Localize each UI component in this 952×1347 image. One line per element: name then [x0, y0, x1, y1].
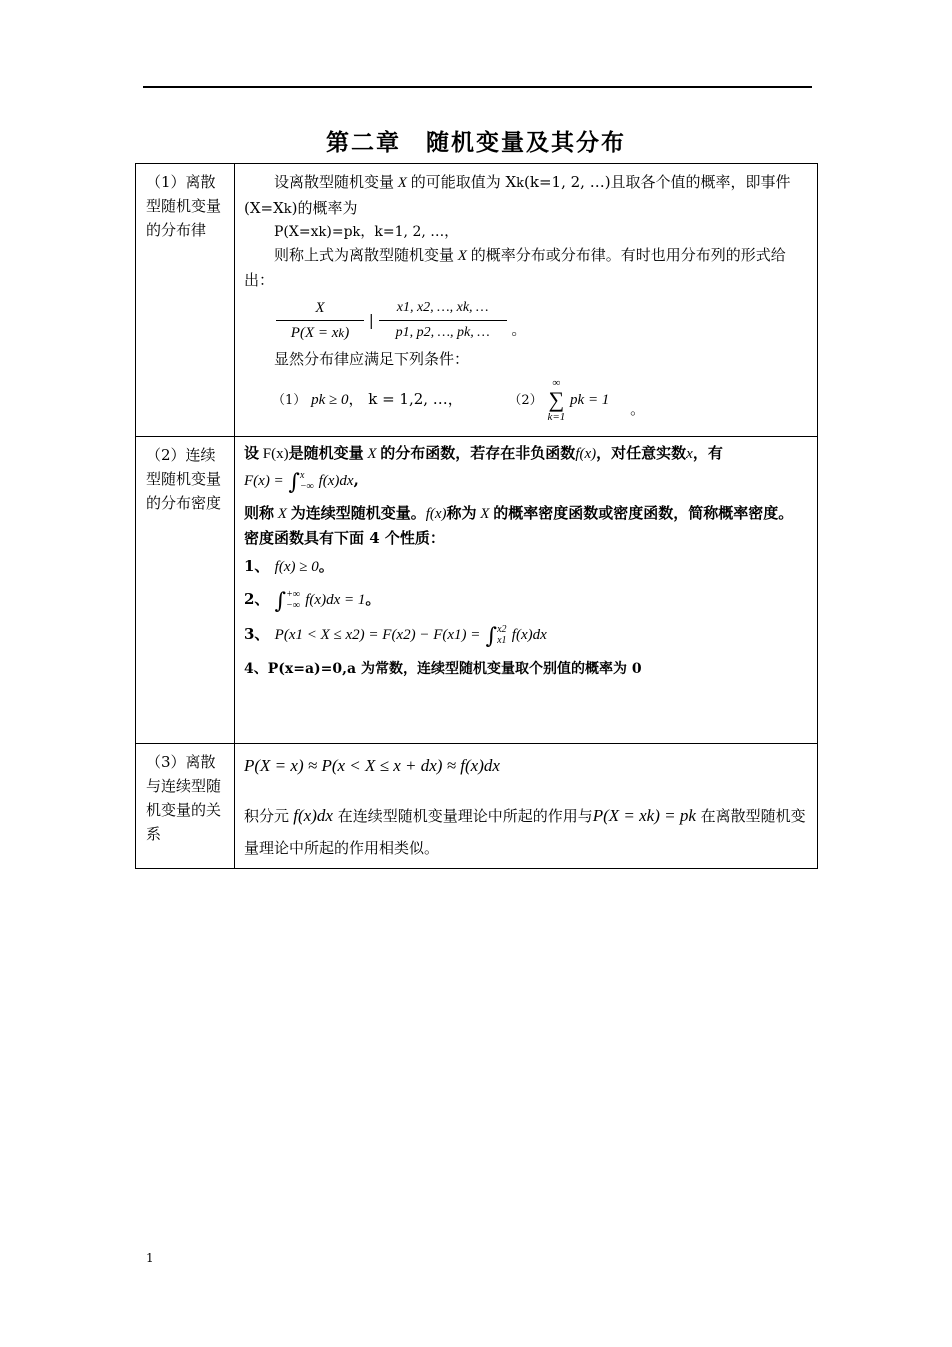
- text-line: 密度函数具有下面 4 个性质：: [244, 529, 445, 547]
- chapter-title: 第二章 随机变量及其分布: [326, 129, 626, 156]
- row-content: [235, 437, 818, 744]
- formula-line: P(X = x) ≈ P(x < X ≤ x + dx) ≈ f(x)dx: [244, 756, 500, 775]
- property-2: 2、 ∫ +∞ −∞ f(x)dx = 1。: [244, 589, 381, 614]
- row-content: [235, 164, 818, 437]
- table-row: [136, 164, 818, 437]
- sum-symbol: ∞ ∑ k=1: [547, 377, 566, 423]
- conditions-line: （1） pk ≥ 0， k = 1,2, …， （2） ∞ ∑ k=1 pk = 1 。: [272, 377, 646, 423]
- row-label: （3）离散与连续型随机变量的关系: [136, 744, 235, 869]
- summary-table: [135, 163, 818, 869]
- property-3: 3、 P(x1 < X ≤ x2) = F(x2) − F(x1) = ∫ x2 x1 f(x)dx: [244, 624, 547, 649]
- formula-line: F(x) = ∫ x −∞ f(x)dx,: [244, 470, 359, 495]
- text-line: 显然分布律应满足下列条件：: [274, 350, 470, 368]
- text-line: 设 F(x)是随机变量 X 的分布函数，若存在非负函数f(x)，对任意实数x，有: [244, 444, 723, 462]
- text-line: 设离散型随机变量 X 的可能取值为 Xk(k=1, 2, …)且取各个值的概率，即事件(X=Xk)的概率为: [244, 173, 791, 217]
- text-line: 积分元 f(x)dx 在连续型随机变量理论中所起的作用与P(X = xk) = pk 在离散型随机变量理论中所起的作用相类似。: [244, 806, 806, 857]
- property-4: 4、P(x=a)=0,a 为常数，连续型随机变量取个别值的概率为 0: [244, 661, 642, 677]
- page-number: 1: [146, 1251, 154, 1265]
- text-line: P(X=xk)=pk，k=1, 2, …，: [274, 224, 459, 240]
- text-line: 则称上式为离散型随机变量 X 的概率分布或分布律。有时也用分布列的形式给出：: [244, 246, 786, 289]
- property-1: 1、 f(x) ≥ 0。: [244, 557, 334, 575]
- table-row: [136, 744, 818, 869]
- table-row: [136, 437, 818, 744]
- distribution-table-formula: $\frac{X}{P(X = xk)}$ | $\frac{x1, x2, \dots, xk, \dots}{p1, p2, \dots, pk, \dots}$ 。: [244, 296, 809, 345]
- row-label: （1）离散型随机变量的分布律: [136, 164, 235, 437]
- row-content: [235, 744, 818, 869]
- text-line: 则称 X 为连续型随机变量。f(x)称为 X 的概率密度函数或密度函数，简称概率密度。: [244, 504, 794, 522]
- header-rule: [143, 86, 812, 88]
- row-label: （2）连续型随机变量的分布密度: [136, 437, 235, 744]
